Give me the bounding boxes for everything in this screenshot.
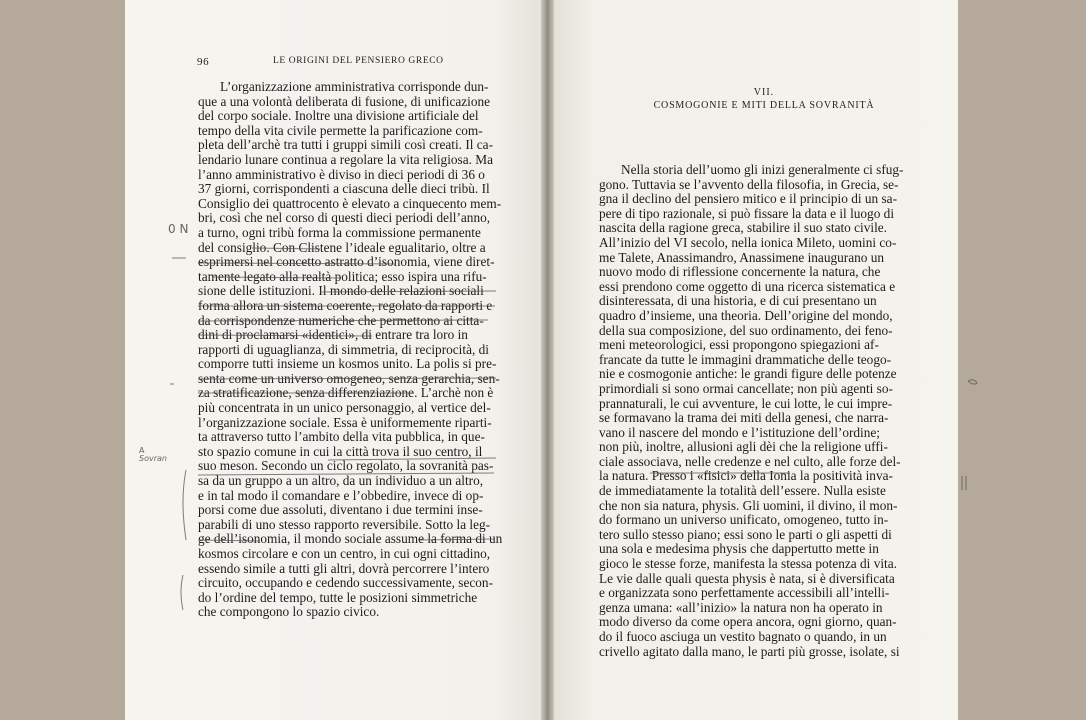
text-line: ciale associava, nelle credenze e nel culto, alle forze del- xyxy=(599,453,901,469)
text-line: gioco le stesse forze, manifesta la stessa potenza di vita. xyxy=(599,556,897,572)
running-title: LE ORIGINI DEL PENSIERO GRECO xyxy=(273,56,444,66)
text-line: de immediatamente la totalità dell’essere. Nulla esiste xyxy=(599,483,886,499)
text-line: suo meson. Secondo un ciclo regolato, la sovranità pas- xyxy=(198,458,494,474)
text-line: kosmos circolare e con un centro, in cui ogni cittadino, xyxy=(198,546,491,561)
margin-note: Sovran xyxy=(139,454,167,463)
text-line: do l’ordine del tempo, tutte le posizioni simmetriche xyxy=(198,589,478,605)
text-line: modo diverso da come opera ancora, ogni giorno, quan- xyxy=(599,614,897,630)
text-line: nuovo modo di riflessione concernente la natura, che xyxy=(599,264,881,280)
text-line: lendario lunare continua a regolare la vita religiosa. Ma xyxy=(198,151,493,167)
text-line: e organizzata sono perfettamente accessibili all’intelli- xyxy=(599,585,890,601)
text-line: 37 giorni, corrispondenti a ciascuna delle dieci tribù. Il xyxy=(198,181,490,197)
text-line: tempo della vita civile permette la parificazione com- xyxy=(198,122,483,138)
text-line: nie e cosmogonie antiche: le grandi figure delle potenze xyxy=(599,366,897,382)
margin-note: 0 N xyxy=(168,222,189,236)
text-line: prannaturali, le cui avventure, le cui lotte, le cui impre- xyxy=(599,395,893,411)
text-line: sto spazio comune in cui la città trova il suo centro, il xyxy=(198,443,483,459)
text-line: do formano un universo unificato, omogeneo, tutto in- xyxy=(599,512,889,528)
text-line: gono. Tuttavia se l’avvento della filosofia, in Grecia, se- xyxy=(599,176,899,192)
text-line: del corpo sociale. Inoltre una divisione artificiale del xyxy=(198,108,479,124)
text-line: della sua composizione, del suo ordinamento, dei feno- xyxy=(599,322,893,338)
text-line: primordiali si sono ormai cancellate; non più agenti so- xyxy=(599,380,893,396)
text-line: genza umana: «all’inizio» la natura non ha operato in xyxy=(599,599,883,615)
text-line: essendo simile a tutti gli altri, dovrà percorrere l’intero xyxy=(198,560,490,576)
text-line: e in tal modo il comandare e l’obbedire, invece di op- xyxy=(198,487,484,503)
text-line: esprimersi nel concetto astratto d’isonomia, viene diret- xyxy=(198,254,495,270)
margin-note: A xyxy=(139,446,145,455)
text-line: se formavano la trama dei miti della genesi, che narra- xyxy=(599,410,889,426)
text-line: del consiglio. Con Clistene l’ideale egualitario, oltre a xyxy=(198,239,486,255)
text-line: gna il declino del pensiero mitico e il principio di un sa- xyxy=(599,191,897,207)
text-line: que a una volontà deliberata di fusione, di unificazione xyxy=(198,93,491,109)
text-line: non più, inoltre, allusioni agli dèi che la religione uffi- xyxy=(599,439,888,455)
text-line: L’organizzazione amministrativa corrisponde dun- xyxy=(220,79,489,94)
text-line: ta attraverso tutto l’ambito della vita pubblica, in que- xyxy=(198,429,485,445)
text-line: l’anno amministrativo è diviso in dieci periodi di 36 o xyxy=(198,166,485,182)
text-line: ge dell’isonomia, il mondo sociale assume la forma di un xyxy=(198,531,503,547)
left-body-text xyxy=(198,80,502,620)
text-line: essi prendono come oggetto di una ricerca sistematica e xyxy=(599,278,896,294)
text-line: sione delle istituzioni. Il mondo delle relazioni sociali xyxy=(198,283,484,299)
text-line: che compongono lo spazio civico. xyxy=(198,604,380,620)
text-line: circuito, occupando e cedendo successivamente, secon- xyxy=(198,575,493,591)
text-line: me Talete, Anassimandro, Anassimene inaugurano un xyxy=(599,249,885,265)
text-line: che non sia natura, physis. Gli uomini, il divino, il mon- xyxy=(599,497,898,513)
text-line: rapporti di uguaglianza, di simmetria, di reciprocità, di xyxy=(198,341,489,357)
text-line: quadro d’insieme, una theoria. Dell’origine del mondo, xyxy=(599,307,893,323)
chapter-title: COSMOGONIE E MITI DELLA SOVRANITÀ xyxy=(653,100,875,111)
text-line: parabili di uno stesso rapporto reversibile. Sotto la leg- xyxy=(198,516,491,532)
left-page xyxy=(125,0,541,720)
text-line: Le vie dalle quali questa physis è nata, si è diversificata xyxy=(599,570,895,586)
text-line: da corrispondenze numeriche che permettono ai citta- xyxy=(198,312,484,328)
text-line: tero sullo stesso piano; essi sono le parti o gli aspetti di xyxy=(599,526,892,542)
text-line: pleta dell’archè tra tutti i gruppi simili così creati. Il ca- xyxy=(198,137,494,153)
text-line: Nella storia dell’uomo gli inizi generalmente ci sfug- xyxy=(621,162,904,177)
text-line: senta come un universo omogeneo, senza gerarchia, sen- xyxy=(198,370,500,386)
text-line: za stratificazione, senza differenziazione. L’archè non è xyxy=(198,385,494,401)
text-line: porsi come due assoluti, diventano i due termini inse- xyxy=(198,502,483,518)
text-line: dini di proclamarsi «identici», di entrare tra loro in xyxy=(198,327,468,343)
page-number: 96 xyxy=(197,56,210,68)
text-line: l’organizzazione sociale. Essa è uniformemente riparti- xyxy=(198,414,492,430)
text-line: nascita della ragione greca, stabilire il suo stato civile. xyxy=(599,220,887,236)
text-line: meni meteorologici, essi propongono spiegazioni af- xyxy=(599,337,879,353)
text-line: All’inizio del VI secolo, nella ionica Mileto, uomini co- xyxy=(599,234,897,250)
text-line: Consiglio dei quattrocento è elevato a cinquecento mem- xyxy=(198,195,502,211)
text-line: vano il nascere del mondo e l’istituzione dell’ordine; xyxy=(599,424,880,440)
text-line: bri, così che nel corso di questi dieci periodi dell’anno, xyxy=(198,210,491,226)
text-line: la natura. Presso i «fisici» della Ionia la positività inva- xyxy=(599,468,893,484)
right-page xyxy=(554,0,958,720)
text-line: a turno, ogni tribù forma la commissione permanente xyxy=(198,224,481,240)
text-line: disinteressata, di una historia, e di cui presentano un xyxy=(599,293,877,309)
text-line: pere di tipo razionale, si può fissare la data e il luogo di xyxy=(599,205,895,221)
text-line: più concentrata in un unico personaggio, al vertice del- xyxy=(198,400,491,416)
text-line: crivello agitato dalla mano, le parti più grosse, isolate, si xyxy=(599,643,900,659)
right-body-text xyxy=(599,163,903,659)
text-line: una sola e medesima physis che dappertutto mette in xyxy=(599,541,879,557)
text-line: sa da un gruppo a un altro, da un individuo a un altro, xyxy=(198,473,484,489)
text-line: forma allora un sistema coerente, regolato da rapporti e xyxy=(198,297,493,313)
text-line: tamente legato alla realtà politica; esso ispira una rifu- xyxy=(198,268,487,284)
text-line: comporre tutti insieme un kosmos unito. La polis si pre- xyxy=(198,356,497,372)
book-gutter xyxy=(541,0,554,720)
text-line: do il fuoco asciuga un vestito bagnato o quando, in un xyxy=(599,629,887,644)
text-line: francate da tutte le immagini drammatiche delle teogo- xyxy=(599,351,892,367)
pencil-mark xyxy=(968,380,977,384)
chapter-number: VII. xyxy=(753,87,775,98)
